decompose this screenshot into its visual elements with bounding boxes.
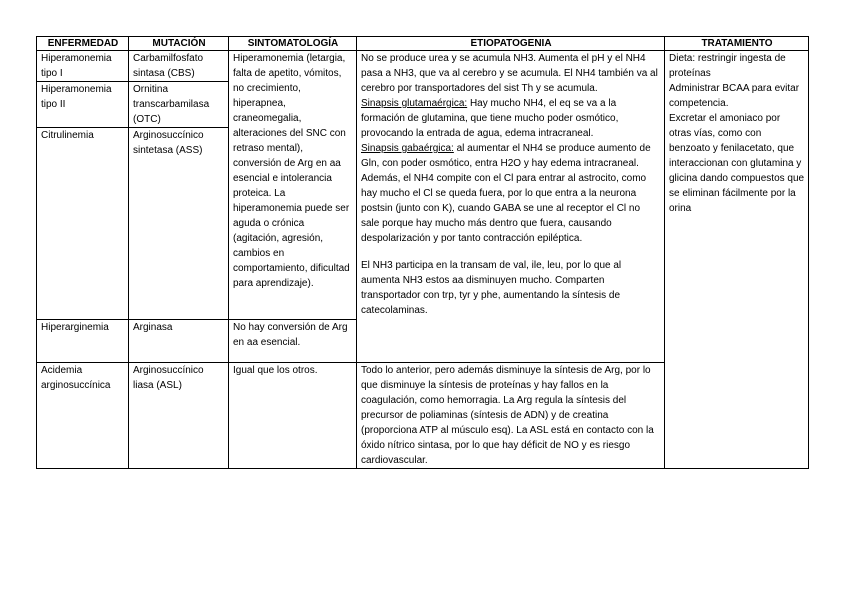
tratamiento-line: Dieta: restringir ingesta de proteínas [669,53,786,79]
etio-paragraph: No se produce urea y se acumula NH3. Aumenta el pH y el NH4 pasa a NH3, que va al cerebro y se acumula. El NH4 también va al cerebro por transportadores del sist Th y se acumula. [361,53,658,94]
etiopatogenia-cell: Todo lo anterior, pero además disminuye la síntesis de Arg, por lo que disminuye la síntesis de proteínas y hay fallos en la coagulación, como hemorragia. La Arg regula la síntesis del precursor de poliaminas (síntesis de ADN) y de creatina (proporciona ATP al músculo esq). La ASL está en contacto con la óxido nítrico sintasa, por lo que hay déficit de NO y es riesgo cardiovascular. [357,363,665,469]
enfermedad-cell: Hiperarginemia [37,320,129,363]
etio-paragraph: El NH3 participa en la transam de val, ile, leu, por lo que al aumenta NH3 estos aa disminuyen mucho. Comparten transportador con trp, tyr y phe, aumentando la síntesis de catecolaminas. [361,260,622,316]
glutamate-synapse-text: Hay mucho NH4, el eq se va a la formación de glutamina, que tiene mucho poder osmótico, provocando la entrada de agua, edema intracraneal. [361,98,619,139]
header-tratamiento: TRATAMIENTO [665,37,809,51]
glutamate-synapse-label: Sinapsis glutamaérgica: [361,98,468,109]
gaba-synapse-label: Sinapsis gabaérgica: [361,143,454,154]
sintomatologia-shared-cell: Hiperamonemia (letargia, falta de apetito, vómitos, no crecimiento, hiperapnea, craneomegalia, alteraciones del SNC con retraso mental), conversión de Arg en aa esencial e intolerancia proteica. La hiperamonemia puede ser aguda o crónica (agitación, agresión, cambios en comportamiento, dificultad para aprendizaje). [229,51,357,320]
tratamiento-line: Excretar el amoniaco por otras vías, como con benzoato y fenilacetato, que interaccionan con glutamina y glicina dando compuestos que se eliminan fácilmente por la orina [669,113,805,214]
enfermedad-cell: Hiperamonemia tipo II [37,82,129,128]
mutacion-cell: Arginosuccínico liasa (ASL) [129,363,229,469]
etiopatogenia-shared-cell [357,51,665,363]
mutacion-cell: Arginosuccínico sintetasa (ASS) [129,128,229,320]
header-etiopatogenia: ETIOPATOGENIA [357,37,665,51]
mutacion-cell: Arginasa [129,320,229,363]
header-row [37,37,809,51]
mutacion-cell: Ornitina transcarbamilasa (OTC) [129,82,229,128]
enfermedad-cell: Acidemia arginosuccínica [37,363,129,469]
gaba-synapse-text: al aumentar el NH4 se produce aumento de Gln, con poder osmótico, entra H2O y hay edema intracraneal. Además, el NH4 compite con el Cl para entrar al astrocito, como hay mucho el Cl se queda fuera, por lo que entra a la neurona postsin (junto con K), cuando GABA se une al receptor el Cl no sale porque hay mucho más dentro que fuera, causando despolarización y por tanto contracción epiléptica. [361,143,651,244]
tratamiento-shared-cell [665,51,809,469]
tratamiento-line: Administrar BCAA para evitar competencia. [669,83,800,109]
header-mutacion: MUTACIÓN [129,37,229,51]
mutacion-cell: Carbamilfosfato sintasa (CBS) [129,51,229,82]
header-sintomatologia: SINTOMATOLOGÍA [229,37,357,51]
sintomatologia-cell: No hay conversión de Arg en aa esencial. [229,320,357,363]
enfermedad-cell: Hiperamonemia tipo I [37,51,129,82]
sintomatologia-cell: Igual que los otros. [229,363,357,469]
header-enfermedad: ENFERMEDAD [37,37,129,51]
disease-table [36,36,809,469]
table-row [37,51,809,82]
enfermedad-cell: Citrulinemia [37,128,129,320]
